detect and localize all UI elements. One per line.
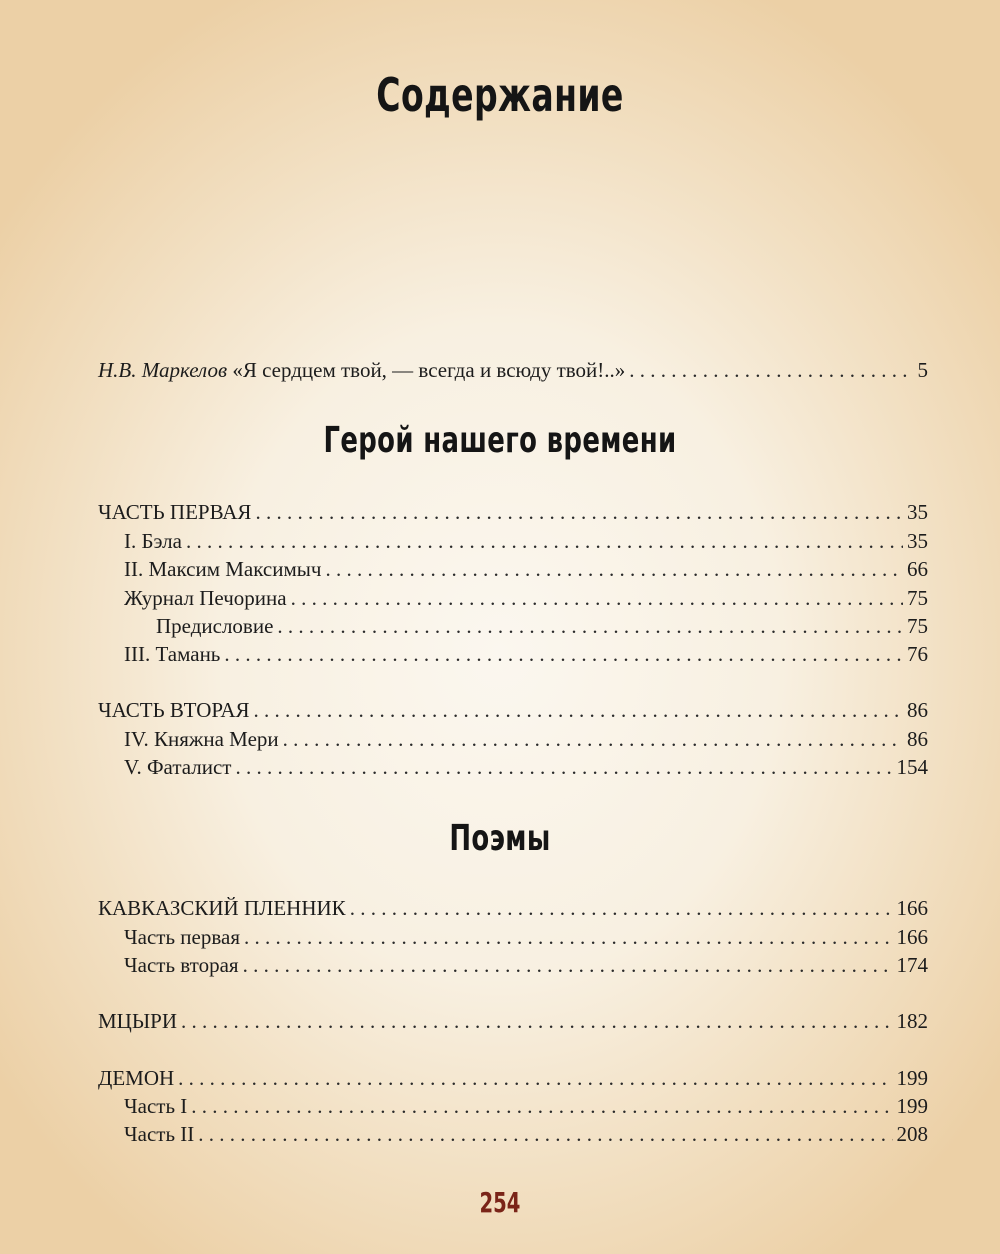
- toc-page-number: 35: [907, 500, 928, 524]
- dot-leader: [325, 555, 903, 583]
- dot-leader: [243, 951, 893, 979]
- toc-entry-taman[interactable]: [98, 640, 928, 668]
- toc-entry-label: ЧАСТЬ ВТОРАЯ: [98, 698, 250, 722]
- toc-entry-label: V. Фаталист: [124, 755, 232, 779]
- toc-entry-mtsyri[interactable]: [98, 1007, 928, 1035]
- toc-entry-label: ДЕМОН: [98, 1066, 175, 1090]
- section-heading-hero: Герой нашего времени: [323, 420, 677, 461]
- toc-entry-label: Часть I: [124, 1094, 188, 1118]
- toc-page-number: 66: [907, 557, 928, 581]
- toc-entry-label: ЧАСТЬ ПЕРВАЯ: [98, 500, 252, 524]
- toc-page-number: 182: [896, 1009, 928, 1033]
- toc-entry-label: II. Максим Максимыч: [124, 557, 322, 581]
- dot-leader: [350, 894, 893, 922]
- toc-entry-label: Предисловие: [156, 614, 274, 638]
- toc-entry-demon-part-one[interactable]: [98, 1092, 928, 1120]
- toc-page-number: 86: [907, 698, 928, 722]
- toc-entry-fatalist[interactable]: [98, 753, 928, 781]
- toc-entry-preface[interactable]: [98, 612, 928, 640]
- toc-entry-label: Часть II: [124, 1122, 195, 1146]
- toc-entry-pechorin-journal[interactable]: [98, 584, 928, 612]
- toc-page-number: 75: [907, 586, 928, 610]
- dot-leader: [277, 612, 903, 640]
- page-title: Содержание: [376, 68, 624, 122]
- toc-entry-label: IV. Княжна Мери: [124, 727, 279, 751]
- toc-entry-intro[interactable]: [98, 356, 928, 384]
- toc-page-number: 199: [896, 1094, 928, 1118]
- toc-entry-label: Часть первая: [124, 925, 240, 949]
- toc-page-number: 5: [917, 358, 928, 382]
- toc-page-number: 166: [896, 896, 928, 920]
- toc-page-number: 199: [896, 1066, 928, 1090]
- toc-page-number: 154: [896, 755, 928, 779]
- dot-leader: [178, 1064, 892, 1092]
- toc-page-number: 166: [896, 925, 928, 949]
- section-heading-poems: Поэмы: [449, 818, 551, 859]
- toc-page-number: 35: [907, 529, 928, 553]
- toc-entry-label: III. Тамань: [124, 642, 221, 666]
- toc-page-number: 174: [896, 953, 928, 977]
- toc-entry-bela[interactable]: [98, 527, 928, 555]
- toc-entry-maksim-maksimych[interactable]: [98, 555, 928, 583]
- toc-entry-label: Журнал Печорина: [124, 586, 287, 610]
- toc-entry-label: КАВКАЗСКИЙ ПЛЕННИК: [98, 896, 346, 920]
- toc-page-number: 76: [907, 642, 928, 666]
- page-number: 254: [479, 1186, 521, 1219]
- dot-leader: [255, 498, 903, 526]
- toc-entry-demon-part-two[interactable]: [98, 1120, 928, 1148]
- dot-leader: [191, 1092, 892, 1120]
- intro-title: «Я сердцем твой, — всегда и всюду твой!..»: [232, 358, 626, 382]
- dot-leader: [224, 640, 903, 668]
- toc-entry-part-two[interactable]: [98, 696, 928, 724]
- dot-leader: [254, 696, 903, 724]
- toc-entry-captive-part-two[interactable]: [98, 951, 928, 979]
- toc-entry-label: I. Бэла: [124, 529, 182, 553]
- toc-entry-part-one[interactable]: [98, 498, 928, 526]
- intro-author: Н.В. Маркелов: [98, 358, 228, 382]
- toc-page-number: 75: [907, 614, 928, 638]
- dot-leader: [283, 725, 903, 753]
- dot-leader: [291, 584, 903, 612]
- toc-page-number: 208: [896, 1122, 928, 1146]
- toc-entry-label: Часть вторая: [124, 953, 239, 977]
- toc-entry-princess-mary[interactable]: [98, 725, 928, 753]
- toc-entry-captive-part-one[interactable]: [98, 923, 928, 951]
- toc-page-number: 86: [907, 727, 928, 751]
- toc-entry-demon[interactable]: [98, 1064, 928, 1092]
- dot-leader: [181, 1007, 893, 1035]
- dot-leader: [244, 923, 893, 951]
- toc-entry-label: [98, 356, 625, 384]
- dot-leader: [629, 356, 913, 384]
- toc-entry-caucasian-captive[interactable]: [98, 894, 928, 922]
- toc-entry-label: МЦЫРИ: [98, 1009, 177, 1033]
- dot-leader: [235, 753, 892, 781]
- dot-leader: [186, 527, 903, 555]
- dot-leader: [198, 1120, 892, 1148]
